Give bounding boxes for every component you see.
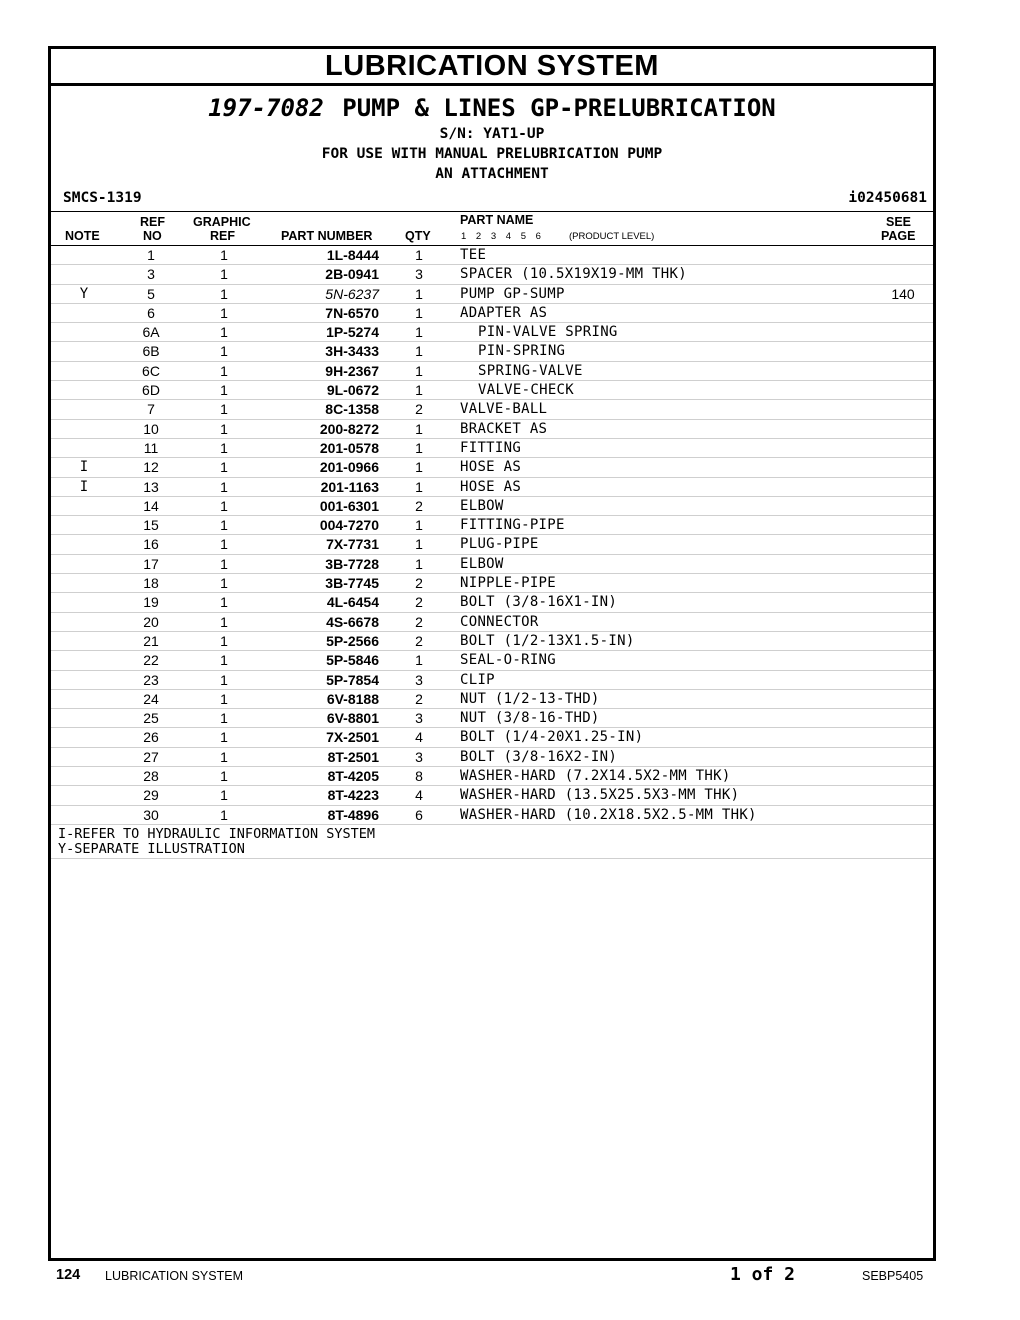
parts-row [51,420,933,439]
page-number: 124 [56,1267,81,1283]
qty-cell: 1 [415,247,423,263]
graphic-ref-cell: 1 [220,478,228,495]
parts-row [51,671,933,690]
qty-cell: 2 [415,575,423,592]
ref-no-cell: 10 [143,420,159,437]
part-number-cell: 7N-6570 [325,304,379,321]
qty-cell: 2 [415,690,423,707]
col-part-name: PART NAME [460,213,534,227]
part-name-cell: NUT (1/2-13-THD) [460,690,600,707]
col-ref-2: NO [143,229,162,243]
graphic-ref-cell: 1 [220,247,228,263]
part-number-cell: 3B-7728 [325,555,379,572]
graphic-ref-cell: 1 [220,536,228,553]
ref-no-cell: 7 [147,401,155,418]
graphic-ref-cell: 1 [220,768,228,785]
qty-cell: 1 [415,324,423,341]
graphic-ref-cell: 1 [220,575,228,592]
ref-no-cell: 29 [143,787,159,804]
qty-cell: 1 [415,555,423,572]
qty-cell: 1 [415,459,423,476]
part-number-cell: 1P-5274 [326,324,379,341]
group-title [51,94,933,122]
parts-row [51,285,933,304]
col-graphic-1: GRAPHIC [193,215,251,229]
graphic-ref-cell: 1 [220,459,228,476]
graphic-ref-cell: 1 [220,787,228,804]
qty-cell: 1 [415,285,423,302]
note-i: I-REFER TO HYDRAULIC INFORMATION SYSTEM [58,825,375,842]
qty-cell: 8 [415,768,423,785]
ref-no-cell: 3 [147,266,155,283]
ref-no-cell: 13 [143,478,159,495]
graphic-ref-cell: 1 [220,362,228,379]
graphic-ref-cell: 1 [220,497,228,514]
graphic-ref-cell: 1 [220,729,228,746]
qty-cell: 3 [415,671,423,688]
section-title: LUBRICATION SYSTEM [51,49,933,86]
graphic-ref-cell: 1 [220,420,228,437]
graphic-ref-cell: 1 [220,382,228,399]
part-name-cell: NUT (3/8-16-THD) [460,710,600,727]
part-number-cell: 3B-7745 [325,575,379,592]
parts-row [51,690,933,709]
part-number-cell: 5P-7854 [326,671,379,688]
note-cell: I [79,478,89,495]
part-name-cell: FITTING-PIPE [460,517,565,534]
part-name-cell: SEAL-O-RING [460,652,557,669]
ref-no-cell: 28 [143,768,159,785]
parts-row [51,516,933,535]
parts-row [51,246,933,265]
parts-row [51,458,933,477]
group-header [51,86,933,212]
part-name-cell: ELBOW [460,555,504,572]
ref-no-cell: 24 [143,690,159,707]
group-name: PUMP & LINES GP-PRELUBRICATION [342,94,776,122]
parts-row [51,478,933,497]
col-levels: 1 2 3 4 5 6 [461,231,541,242]
col-ref-1: REF [140,215,165,229]
parts-row [51,786,933,805]
part-number-cell: 7X-2501 [326,729,379,746]
part-name-cell: HOSE AS [460,478,522,495]
usage-line-2: AN ATTACHMENT [435,166,549,182]
part-name-cell: BOLT (1/2-13X1.5-IN) [460,632,635,649]
ref-no-cell: 21 [143,632,159,649]
parts-row [51,535,933,554]
qty-cell: 1 [415,343,423,360]
part-name-cell: PIN-SPRING [478,343,566,360]
ref-no-cell: 30 [143,806,159,823]
qty-cell: 1 [415,439,423,456]
sheet-indicator: 1 of 2 [730,1264,796,1285]
graphic-ref-cell: 1 [220,671,228,688]
part-number-cell: 5P-5846 [326,652,379,669]
part-name-cell: PIN-VALVE SPRING [478,324,618,341]
part-name-cell: CLIP [460,671,495,688]
qty-cell: 1 [415,478,423,495]
part-name-cell: BOLT (3/8-16X2-IN) [460,748,618,765]
ref-no-cell: 25 [143,710,159,727]
parts-list [51,246,933,825]
graphic-ref-cell: 1 [220,613,228,630]
parts-row [51,555,933,574]
illustration-id: i02450681 [848,190,927,206]
qty-cell: 1 [415,517,423,534]
col-graphic-2: REF [210,229,235,243]
part-name-cell: SPRING-VALVE [478,362,583,379]
graphic-ref-cell: 1 [220,304,228,321]
graphic-ref-cell: 1 [220,748,228,765]
serial-range: S/N: YAT1-UP [439,126,545,142]
parts-row [51,574,933,593]
qty-cell: 1 [415,536,423,553]
part-name-cell: CONNECTOR [460,613,539,630]
part-name-cell: HOSE AS [460,459,522,476]
part-number-cell: 201-1163 [320,478,379,495]
graphic-ref-cell: 1 [220,439,228,456]
parts-page-frame [48,46,936,1261]
parts-row [51,439,933,458]
note-cell: Y [79,285,89,302]
parts-row [51,323,933,342]
part-name-cell: PUMP GP-SUMP [460,285,565,302]
ref-no-cell: 6C [142,362,160,379]
parts-row [51,806,933,825]
document-id: SEBP5405 [862,1269,924,1283]
see-page-cell: 140 [891,285,915,302]
qty-cell: 4 [415,729,423,746]
ref-no-cell: 27 [143,748,159,765]
ref-no-cell: 15 [143,517,159,534]
graphic-ref-cell: 1 [220,652,228,669]
parts-row [51,767,933,786]
part-name-cell: PLUG-PIPE [460,536,539,553]
ref-no-cell: 5 [147,285,155,302]
part-number-cell: 201-0578 [319,439,379,456]
parts-row [51,728,933,747]
note-cell: I [79,459,89,476]
graphic-ref-cell: 1 [220,266,228,283]
part-number-cell: 001-6301 [319,497,379,514]
parts-row [51,748,933,767]
col-product-level: (PRODUCT LEVEL) [569,231,655,242]
part-name-cell: WASHER-HARD (10.2X18.5X2.5-MM THK) [460,806,757,823]
part-number-cell: 5N-6237 [325,285,379,302]
qty-cell: 1 [415,362,423,379]
qty-cell: 2 [415,594,423,611]
parts-row [51,381,933,400]
qty-cell: 1 [415,420,423,437]
ref-no-cell: 26 [143,729,159,746]
footer-section: LUBRICATION SYSTEM [105,1269,243,1283]
ref-no-cell: 17 [143,555,159,572]
parts-row [51,265,933,284]
ref-no-cell: 6 [147,304,155,321]
graphic-ref-cell: 1 [220,343,228,360]
part-name-cell: VALVE-CHECK [478,382,575,399]
ref-no-cell: 20 [143,613,159,630]
part-name-cell: VALVE-BALL [460,401,548,418]
ref-no-cell: 22 [143,652,159,669]
part-name-cell: WASHER-HARD (7.2X14.5X2-MM THK) [460,768,731,785]
part-number-cell: 004-7270 [319,517,379,534]
qty-cell: 1 [415,304,423,321]
parts-row [51,342,933,361]
qty-cell: 2 [415,497,423,514]
part-number-cell: 4L-6454 [326,594,379,611]
part-number-cell: 8T-4896 [327,806,379,823]
notes-block [51,825,933,859]
ref-no-cell: 6A [142,324,160,341]
part-number-cell: 8T-4205 [327,768,379,785]
parts-row [51,593,933,612]
graphic-ref-cell: 1 [220,517,228,534]
part-number-cell: 6V-8801 [326,710,379,727]
parts-row [51,362,933,381]
part-name-cell: FITTING [460,439,522,456]
ref-no-cell: 6D [142,382,160,399]
parts-row [51,304,933,323]
smcs-code: SMCS-1319 [63,190,142,206]
part-name-cell: ADAPTER AS [460,304,548,321]
part-number-cell: 4S-6678 [326,613,379,630]
page-footer [0,1264,1020,1288]
parts-row [51,651,933,670]
qty-cell: 4 [415,787,423,804]
graphic-ref-cell: 1 [220,324,228,341]
graphic-ref-cell: 1 [220,806,228,823]
ref-no-cell: 11 [143,439,159,456]
parts-row [51,497,933,516]
ref-no-cell: 19 [143,594,159,611]
part-number-cell: 201-0966 [319,459,379,476]
parts-row [51,632,933,651]
qty-cell: 2 [415,632,423,649]
part-number-cell: 2B-0941 [325,266,379,283]
usage-line-1: FOR USE WITH MANUAL PRELUBRICATION PUMP [321,146,663,162]
col-qty: QTY [405,229,431,243]
ref-no-cell: 18 [143,575,159,592]
part-number-cell: 200-8272 [319,420,379,437]
part-number-cell: 9H-2367 [325,362,379,379]
note-y: Y-SEPARATE ILLUSTRATION [58,840,245,857]
col-see-1: SEE [886,215,912,229]
part-number-cell: 9L-0672 [326,382,379,399]
part-name-cell: WASHER-HARD (13.5X25.5X3-MM THK) [460,787,740,804]
graphic-ref-cell: 1 [220,401,228,418]
part-name-cell: BOLT (3/8-16X1-IN) [460,594,618,611]
part-name-cell: ELBOW [460,497,504,514]
part-number-cell: 6V-8188 [326,690,379,707]
qty-cell: 3 [415,748,423,765]
qty-cell: 1 [415,652,423,669]
ref-no-cell: 14 [143,497,159,514]
part-name-cell: TEE [460,247,487,263]
graphic-ref-cell: 1 [220,710,228,727]
ref-no-cell: 12 [143,459,159,476]
part-number-cell: 3H-3433 [325,343,379,360]
qty-cell: 3 [415,710,423,727]
part-name-cell: SPACER (10.5X19X19-MM THK) [460,266,687,283]
qty-cell: 2 [415,613,423,630]
ref-no-cell: 23 [143,671,159,688]
part-number-cell: 5P-2566 [326,632,379,649]
part-number-cell: 8T-4223 [327,787,379,804]
graphic-ref-cell: 1 [220,594,228,611]
part-number-cell: 8T-2501 [327,748,379,765]
ref-no-cell: 6B [142,343,160,360]
qty-cell: 3 [415,266,423,283]
parts-row [51,400,933,419]
graphic-ref-cell: 1 [220,555,228,572]
col-see-2: PAGE [881,229,916,243]
group-part-number: 197-7082 [208,94,324,122]
col-note: NOTE [65,229,100,243]
graphic-ref-cell: 1 [220,285,228,302]
part-name-cell: NIPPLE-PIPE [460,575,557,592]
parts-row [51,613,933,632]
part-number-cell: 1L-8444 [326,247,379,263]
part-name-cell: BOLT (1/4-20X1.25-IN) [460,729,644,746]
qty-cell: 6 [415,806,423,823]
parts-row [51,709,933,728]
qty-cell: 1 [415,382,423,399]
ref-no-cell: 16 [143,536,159,553]
qty-cell: 2 [415,401,423,418]
part-name-cell: BRACKET AS [460,420,548,437]
graphic-ref-cell: 1 [220,632,228,649]
graphic-ref-cell: 1 [220,690,228,707]
part-number-cell: 8C-1358 [325,401,379,418]
ref-no-cell: 1 [147,247,155,263]
col-part-number: PART NUMBER [281,229,373,243]
column-header [51,212,933,246]
part-number-cell: 7X-7731 [326,536,379,553]
